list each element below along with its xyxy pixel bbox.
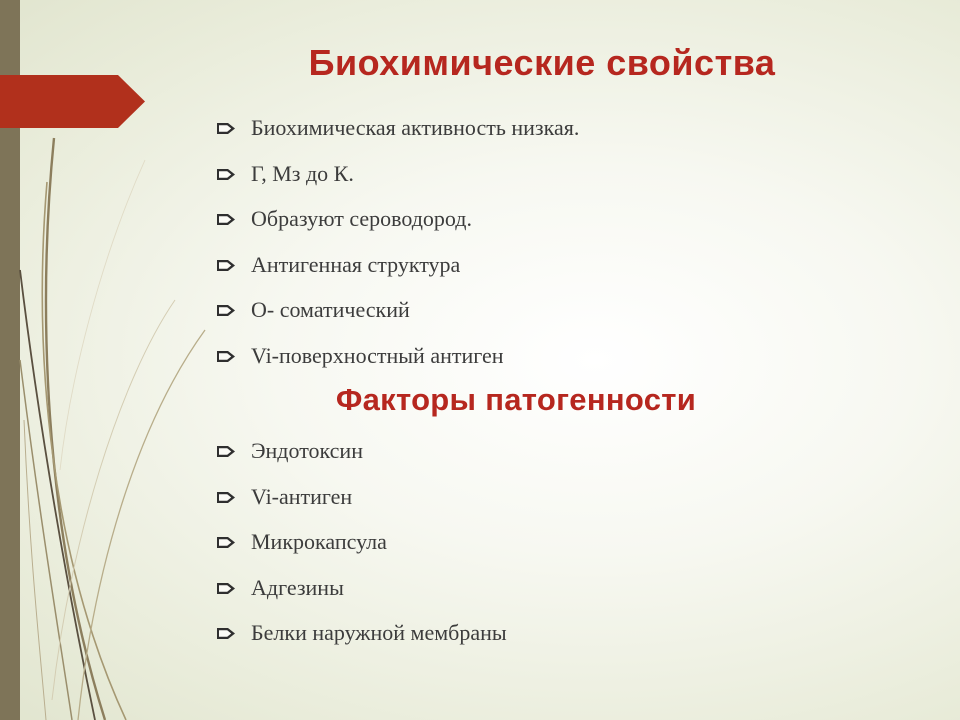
list-item xyxy=(217,527,507,573)
list-item xyxy=(217,436,507,482)
arrow-bullet-icon xyxy=(217,169,235,180)
arrow-bullet-icon xyxy=(217,123,235,134)
arrow-bullet-icon xyxy=(217,583,235,594)
list-item xyxy=(217,159,579,205)
factors-list xyxy=(217,436,507,664)
arrow-bullet-icon xyxy=(217,214,235,225)
list-item-text: Белки наружной мембраны xyxy=(251,620,507,645)
arrow-bullet-icon xyxy=(217,446,235,457)
list-item-text: Микрокапсула xyxy=(251,529,387,554)
list-item xyxy=(217,295,579,341)
list-item-text: Образуют сероводород. xyxy=(251,206,472,231)
list-item-text: Vi-поверхностный антиген xyxy=(251,342,504,368)
arrow-bullet-icon xyxy=(217,492,235,503)
list-item-text: Биохимическая активность низкая. xyxy=(251,115,580,140)
properties-list xyxy=(217,113,579,386)
arrow-bullet-icon xyxy=(217,537,235,548)
list-item xyxy=(217,204,579,250)
list-item-text: Адгезины xyxy=(251,574,344,600)
arrow-bullet-icon xyxy=(217,260,235,271)
arrow-bullet-icon xyxy=(217,351,235,362)
list-item-text: О- соматический xyxy=(251,297,410,322)
list-item xyxy=(217,250,579,296)
list-item xyxy=(217,113,579,159)
list-item-text: Г, Мз до К. xyxy=(251,160,354,186)
section-subtitle: Факторы патогенности xyxy=(335,382,697,417)
arrow-bullet-icon xyxy=(217,628,235,639)
slide-title: Биохимические свойства xyxy=(308,42,776,83)
list-item xyxy=(217,618,507,664)
list-item xyxy=(217,341,579,387)
list-item-text: Vi-антиген xyxy=(251,483,353,509)
list-item-text: Антигенная структура xyxy=(251,251,461,277)
list-item xyxy=(217,573,507,619)
list-item-text: Эндотоксин xyxy=(251,438,363,463)
list-item xyxy=(217,482,507,528)
arrow-bullet-icon xyxy=(217,305,235,316)
